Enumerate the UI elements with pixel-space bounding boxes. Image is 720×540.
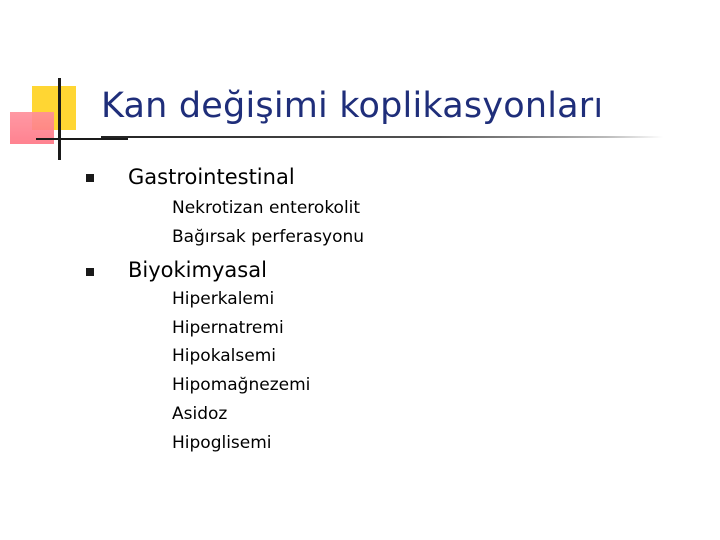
sub-item: Hipokalsemi <box>172 346 276 366</box>
bullet-biyokimyasal: Biyokimyasal <box>128 258 267 282</box>
sub-item: Hipomağnezemi <box>172 375 311 395</box>
title-underline <box>101 136 663 138</box>
sub-item: Asidoz <box>172 404 228 424</box>
bullet-gastrointestinal: Gastrointestinal <box>128 165 295 189</box>
bullet-marker-gastrointestinal <box>86 174 94 182</box>
logo-vertical-line <box>58 78 61 160</box>
sub-item: Hipernatremi <box>172 318 284 338</box>
slide-title: Kan değişimi koplikasyonları <box>101 86 604 126</box>
sub-item: Hiperkalemi <box>172 289 275 309</box>
bullet-marker-biyokimyasal <box>86 268 94 276</box>
sub-item: Bağırsak perferasyonu <box>172 227 365 247</box>
sub-item: Hipoglisemi <box>172 433 272 453</box>
logo-horizontal-line <box>36 138 128 140</box>
sub-item: Nekrotizan enterokolit <box>172 198 361 218</box>
